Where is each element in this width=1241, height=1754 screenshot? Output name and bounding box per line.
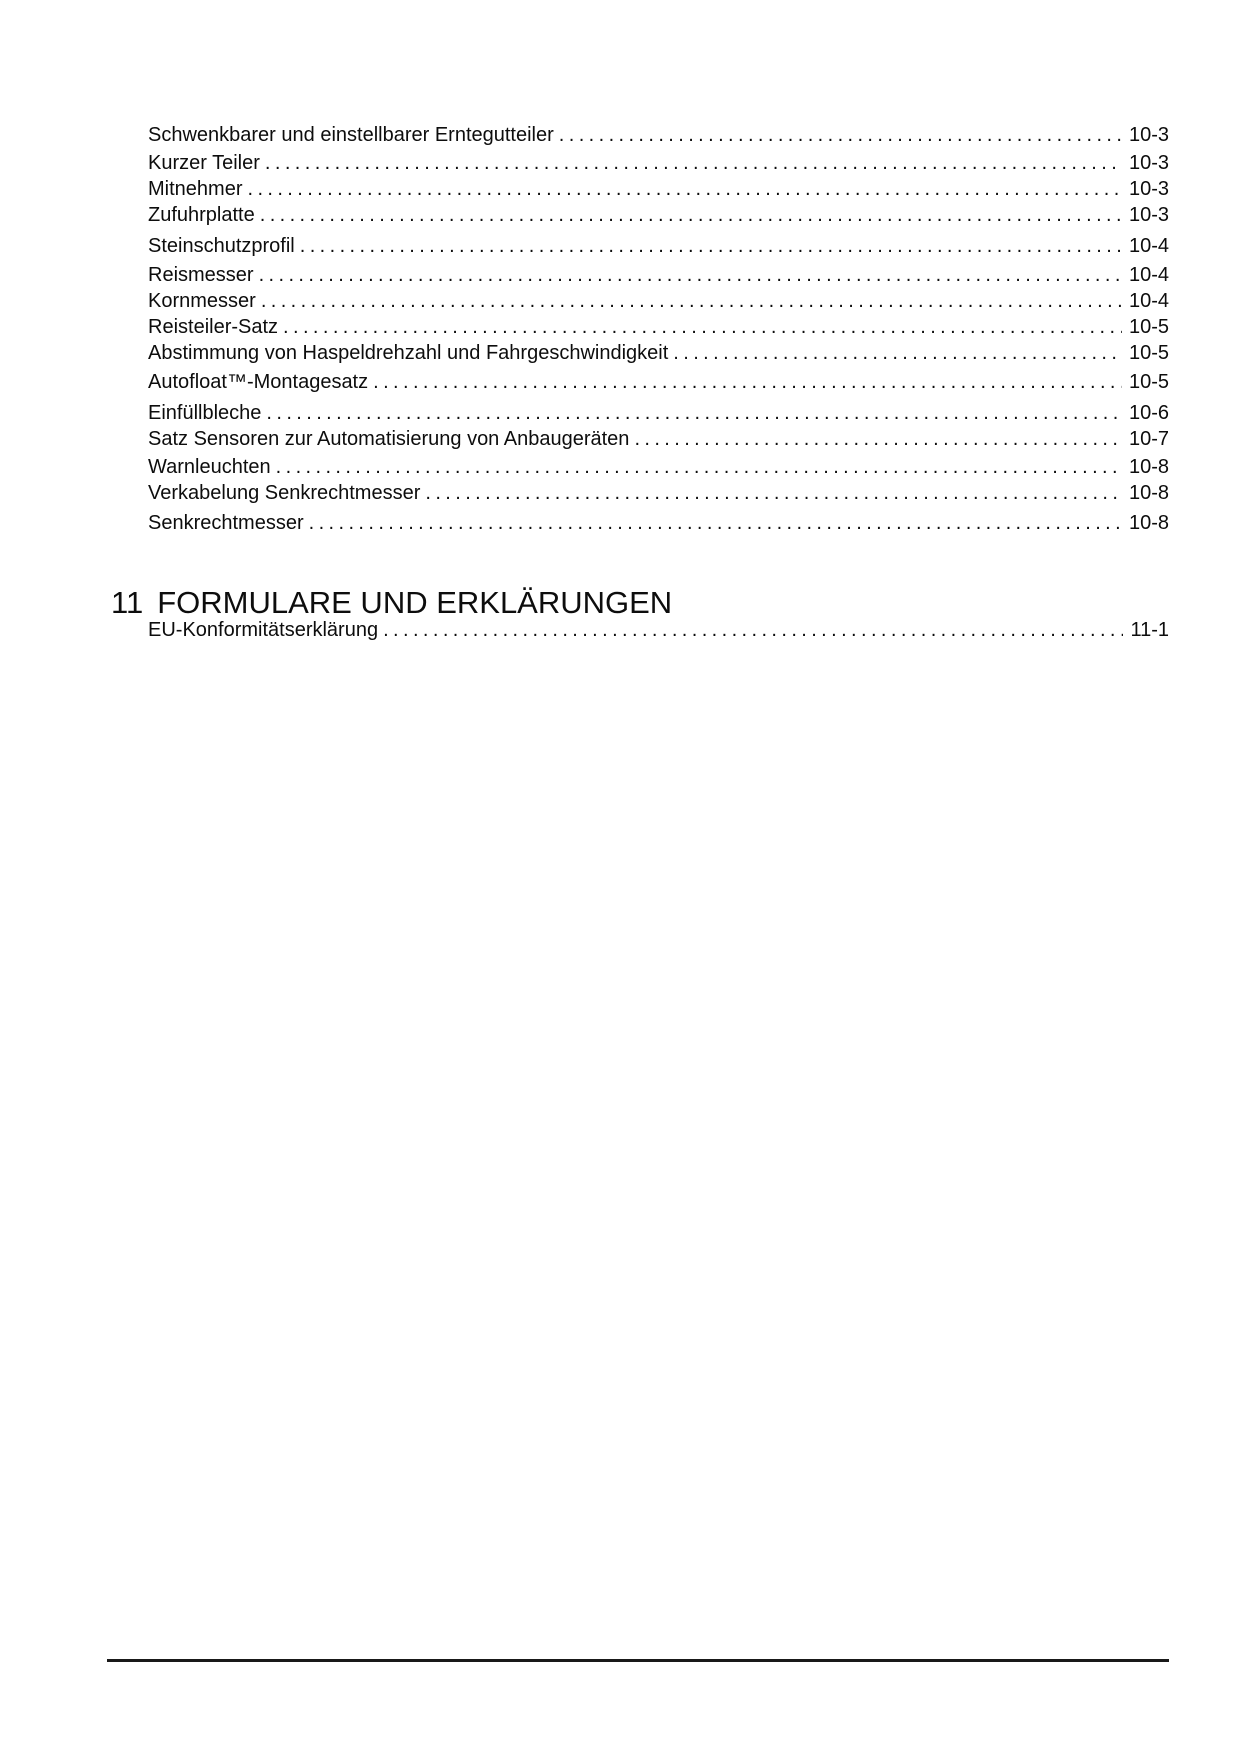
dot-leader xyxy=(300,233,1122,259)
dot-leader xyxy=(559,122,1122,148)
toc-entry-label: Zufuhrplatte xyxy=(148,204,255,226)
toc-entry[interactable] xyxy=(148,510,1169,536)
toc-entry-page: 10-8 xyxy=(1128,456,1169,478)
toc-entry[interactable] xyxy=(148,150,1169,176)
toc-entry[interactable] xyxy=(148,400,1169,426)
toc-entry-page: 10-3 xyxy=(1128,124,1169,146)
dot-leader xyxy=(383,617,1123,643)
section-toc-list xyxy=(148,617,1169,643)
toc-entry-page: 10-5 xyxy=(1128,316,1169,338)
toc-entry-page: 10-8 xyxy=(1128,482,1169,504)
toc-entry-label: EU-Konformitätserklärung xyxy=(148,619,379,641)
dot-leader xyxy=(265,150,1122,176)
toc-entry[interactable] xyxy=(148,340,1169,366)
toc-entry-page: 10-6 xyxy=(1128,402,1169,424)
toc-entry-label: Kurzer Teiler xyxy=(148,152,260,174)
toc-entry-label: Reismesser xyxy=(148,264,254,286)
toc-entry-page: 10-8 xyxy=(1128,512,1169,534)
toc-entry-label: Abstimmung von Haspeldrehzahl und Fahrgeschwindigkeit xyxy=(148,342,669,364)
toc-entry[interactable] xyxy=(148,454,1169,480)
toc-entry-page: 10-5 xyxy=(1128,342,1169,364)
toc-list xyxy=(148,122,1169,536)
footer-rule xyxy=(107,1659,1169,1662)
toc-entry-page: 10-4 xyxy=(1128,290,1169,312)
toc-entry[interactable] xyxy=(148,202,1169,228)
toc-entry[interactable] xyxy=(148,122,1169,148)
toc-entry-label: Reisteiler-Satz xyxy=(148,316,279,338)
toc-entry-page: 10-5 xyxy=(1128,371,1169,393)
toc-entry-label: Verkabelung Senkrechtmesser xyxy=(148,482,421,504)
toc-entry[interactable] xyxy=(148,314,1169,340)
toc-entry[interactable] xyxy=(148,426,1169,452)
toc-entry-label: Steinschutzprofil xyxy=(148,235,295,257)
toc-entry[interactable] xyxy=(148,480,1169,506)
dot-leader xyxy=(309,510,1122,536)
dot-leader xyxy=(276,454,1122,480)
toc-entry[interactable] xyxy=(148,262,1169,288)
dot-leader xyxy=(266,400,1122,426)
toc-entry-page: 11-1 xyxy=(1130,619,1169,641)
toc-entry-label: Kornmesser xyxy=(148,290,256,312)
dot-leader xyxy=(247,176,1121,202)
toc-entry-label: Mitnehmer xyxy=(148,178,243,200)
toc-entry-label: Schwenkbarer und einstellbarer Erntegutteiler xyxy=(148,124,554,146)
dot-leader xyxy=(283,314,1122,340)
toc-entry-label: Satz Sensoren zur Automatisierung von Anbaugeräten xyxy=(148,428,630,450)
dot-leader xyxy=(425,480,1122,506)
toc-entry-page: 10-3 xyxy=(1128,178,1169,200)
toc-entry-page: 10-7 xyxy=(1128,428,1169,450)
toc-entry-label: Senkrechtmesser xyxy=(148,512,304,534)
dot-leader xyxy=(259,262,1122,288)
toc-entry-label: Autofloat™-Montagesatz xyxy=(148,371,369,393)
section-title: FORMULARE UND ERKLÄRUNGEN xyxy=(157,585,673,620)
toc-entry-label: Warnleuchten xyxy=(148,456,271,478)
dot-leader xyxy=(634,426,1122,452)
section-heading xyxy=(111,585,672,621)
dot-leader xyxy=(673,340,1122,366)
toc-entry-label: Einfüllbleche xyxy=(148,402,262,424)
toc-entry[interactable] xyxy=(148,233,1169,259)
toc-entry[interactable] xyxy=(148,288,1169,314)
toc-entry-page: 10-3 xyxy=(1128,204,1169,226)
toc-entry-page: 10-4 xyxy=(1128,264,1169,286)
dot-leader xyxy=(373,369,1122,395)
section-number: 11 xyxy=(111,585,144,620)
toc-entry[interactable] xyxy=(148,617,1169,643)
toc-entry-page: 10-3 xyxy=(1128,152,1169,174)
dot-leader xyxy=(261,288,1122,314)
toc-entry[interactable] xyxy=(148,369,1169,395)
dot-leader xyxy=(260,202,1122,228)
toc-entry[interactable] xyxy=(148,176,1169,202)
toc-entry-page: 10-4 xyxy=(1128,235,1169,257)
